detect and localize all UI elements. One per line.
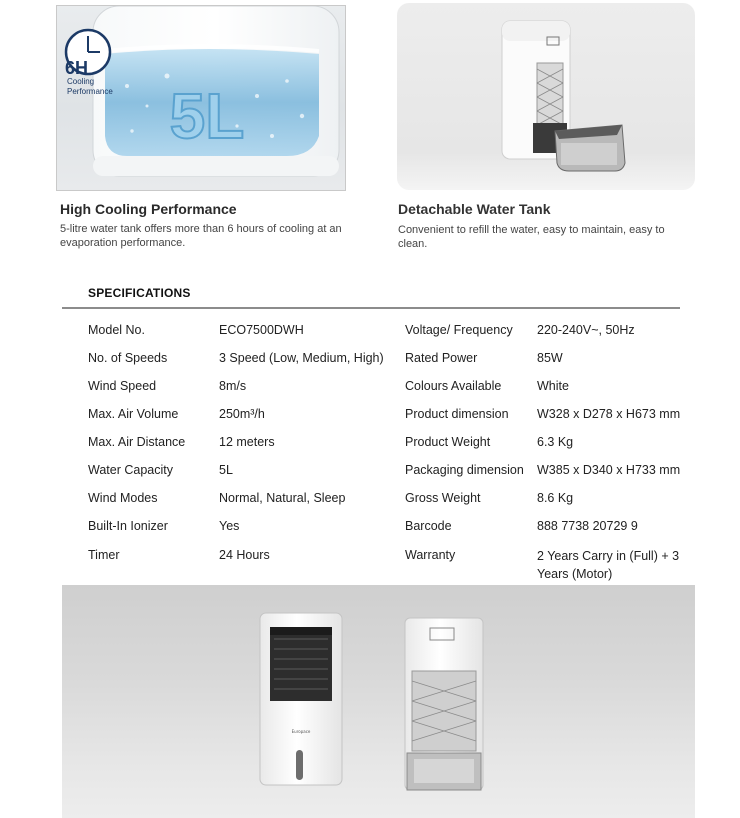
- spec-row: [0, 379, 740, 401]
- spec-label: No. of Speeds: [88, 351, 168, 365]
- water-tank-illustration: [57, 6, 345, 190]
- spec-label: Wind Modes: [88, 491, 158, 505]
- water-tank-image: [56, 5, 346, 191]
- spec-label: Timer: [88, 548, 120, 562]
- spec-row: [0, 435, 740, 457]
- spec-value: W328 x D278 x H673 mm: [537, 407, 681, 421]
- spec-value: W385 x D340 x H733 mm: [537, 463, 681, 477]
- spec-value: White: [537, 379, 569, 393]
- feature-desc-detachable: Convenient to refill the water, easy to maintain, easy to clean.: [398, 224, 665, 250]
- spec-value: 250m³/h: [219, 407, 265, 421]
- feature-title-cooling: High Cooling Performance: [60, 201, 237, 217]
- spec-row: [0, 519, 740, 541]
- spec-label: Warranty: [405, 548, 456, 562]
- spec-value: Yes: [219, 519, 240, 533]
- spec-row: [0, 323, 740, 345]
- spec-label: Model No.: [88, 323, 145, 337]
- feature-title-detachable: Detachable Water Tank: [398, 201, 551, 217]
- spec-label: Max. Air Volume: [88, 407, 179, 421]
- spec-row: [0, 351, 740, 373]
- specifications-heading: SPECIFICATIONS: [88, 286, 191, 300]
- feature-desc-cooling: 5-litre water tank offers more than 6 hours of cooling at an evaporation performance.: [60, 223, 342, 249]
- spec-value: 8m/s: [219, 379, 247, 393]
- detachable-tank-image: [397, 3, 695, 190]
- badge-line-1: Cooling: [67, 77, 95, 86]
- product-banner: [62, 585, 695, 818]
- spec-label: Product dimension: [405, 407, 509, 421]
- spec-row: [0, 548, 740, 588]
- spec-value: 8.6 Kg: [537, 491, 574, 505]
- spec-label: Wind Speed: [88, 379, 157, 393]
- spec-label: Product Weight: [405, 435, 491, 449]
- spec-label: Gross Weight: [405, 491, 481, 505]
- detachable-tank-illustration: [397, 3, 695, 190]
- spec-row: [0, 491, 740, 513]
- spec-row: [0, 463, 740, 485]
- spec-label: Water Capacity: [88, 463, 173, 477]
- spec-value: ECO7500DWH: [219, 323, 304, 337]
- spec-divider: [62, 307, 680, 309]
- spec-label: Colours Available: [405, 379, 502, 393]
- spec-value: 12 meters: [219, 435, 275, 449]
- spec-label: Max. Air Distance: [88, 435, 186, 449]
- spec-label: Barcode: [405, 519, 452, 533]
- tank-capacity-mark: 5L: [169, 80, 245, 152]
- spec-value: 888 7738 20729 9: [537, 519, 638, 533]
- spec-value: 3 Speed (Low, Medium, High): [219, 351, 384, 365]
- spec-value: 5L: [219, 463, 233, 477]
- spec-row: [0, 407, 740, 429]
- spec-value: 24 Hours: [219, 548, 270, 562]
- spec-label: Built-In Ionizer: [88, 519, 168, 533]
- badge-line-2: Performance: [67, 87, 113, 96]
- spec-label: Voltage/ Frequency: [405, 323, 513, 337]
- cooler-back-view: [405, 618, 483, 790]
- brand-mark: Europace: [291, 729, 311, 734]
- hours-badge: 6H: [65, 58, 89, 78]
- product-photo: [62, 585, 695, 818]
- spec-value: 220-240V~, 50Hz: [537, 323, 635, 337]
- spec-value: 2 Years Carry in (Full) + 3 Years (Motor): [537, 549, 680, 581]
- spec-value: 85W: [537, 351, 563, 365]
- spec-value: 6.3 Kg: [537, 435, 574, 449]
- cooler-front-view: [260, 613, 342, 785]
- spec-value: Normal, Natural, Sleep: [219, 491, 346, 505]
- spec-label: Packaging dimension: [405, 463, 524, 477]
- spec-label: Rated Power: [405, 351, 478, 365]
